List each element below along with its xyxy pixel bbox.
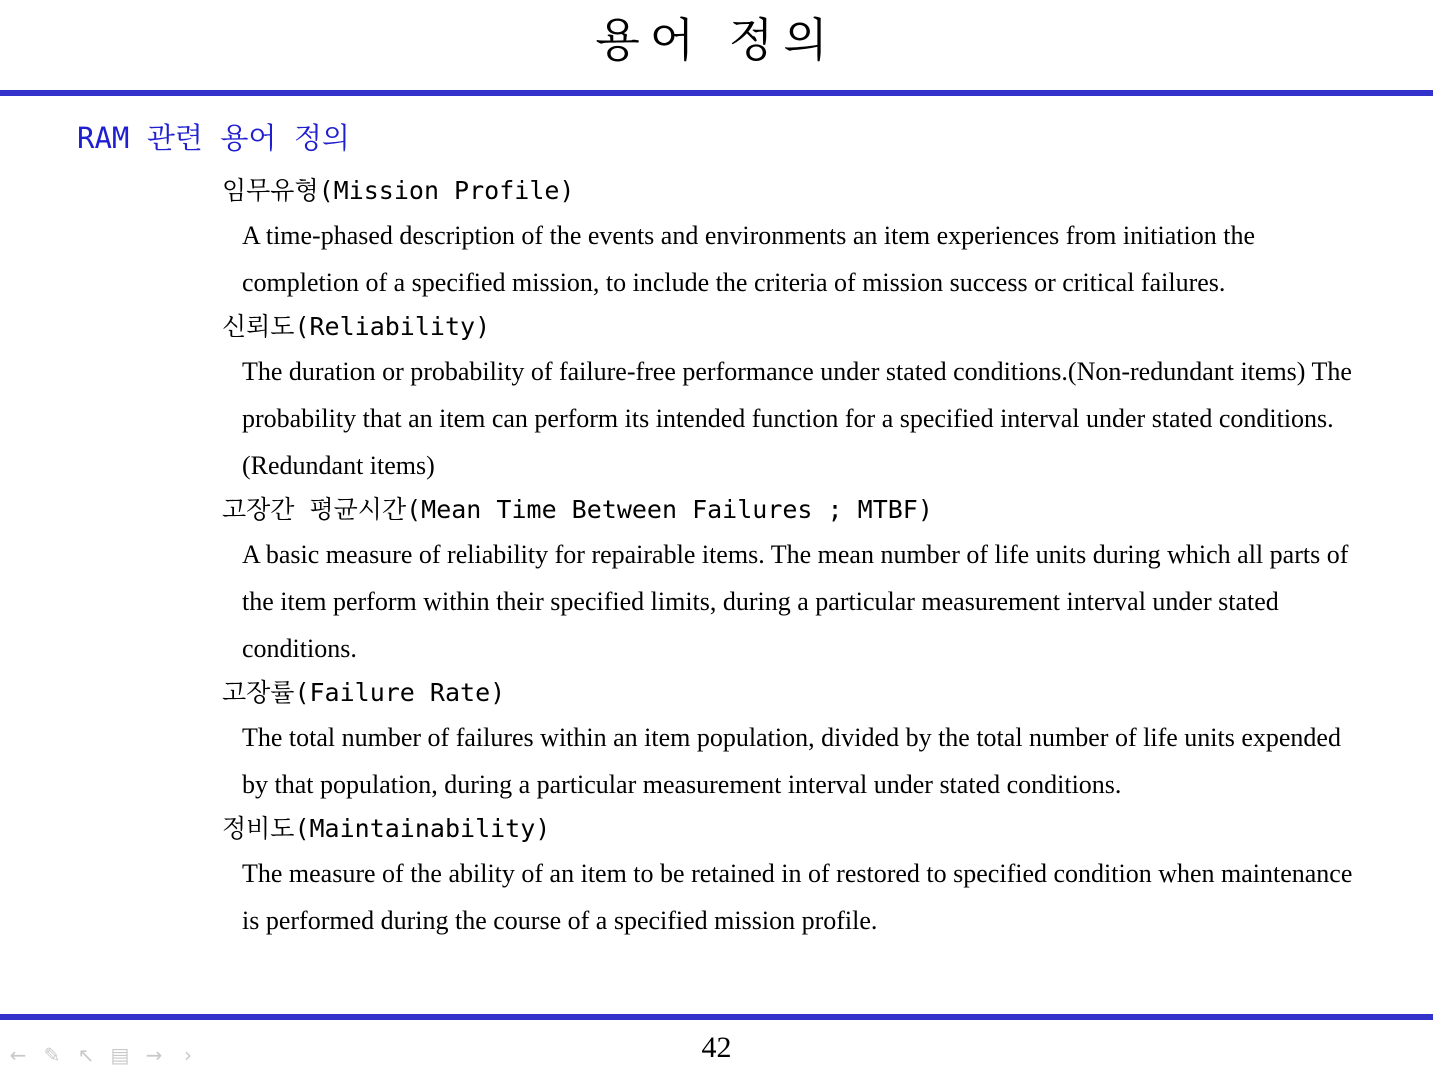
page-number: 42: [701, 1031, 732, 1064]
top-divider: [0, 90, 1433, 96]
term-definition-mission-profile: A time-phased description of the events and environments an item experiences from initiation the completion of a specified mission, to include the criteria of mission success or critical failures.: [242, 221, 1255, 297]
term-heading-mission-profile: 임무유형(Mission Profile): [222, 176, 575, 205]
term-definition-reliability: The duration or probability of failure-free performance under stated conditions.(Non-redundant items) The probability that an item can perform its intended function for a specified interval under stated conditions. (Redundant items): [242, 357, 1352, 480]
back-arrow-icon[interactable]: ←: [9, 1043, 27, 1067]
slide-title: 용어 정의: [595, 13, 838, 67]
next-chevron-icon[interactable]: ›: [184, 1043, 192, 1067]
menu-icon[interactable]: ▤: [110, 1043, 130, 1067]
term-definition-maintainability: The measure of the ability of an item to be retained in of restored to specified condition when maintenance is performed during the course of a specified mission profile.: [242, 859, 1353, 935]
term-heading-maintainability: 정비도(Maintainability): [222, 814, 551, 843]
pen-icon[interactable]: ✎: [43, 1043, 61, 1067]
terms-list: [222, 170, 1402, 944]
forward-arrow-icon[interactable]: →: [145, 1043, 163, 1067]
slide-navigation: [6, 1043, 200, 1067]
pointer-icon[interactable]: ↖: [77, 1043, 95, 1067]
term-heading-mtbf: 고장간 평균시간(Mean Time Between Failures ; MTBF): [222, 495, 933, 524]
term-definition-failure-rate: The total number of failures within an item population, divided by the total number of life units expended by that population, during a particular measurement interval under stated conditions.: [242, 723, 1341, 799]
term-heading-reliability: 신뢰도(Reliability): [222, 312, 491, 341]
bottom-divider: [0, 1014, 1433, 1020]
section-heading: RAM 관련 용어 정의: [77, 121, 350, 155]
term-heading-failure-rate: 고장률(Failure Rate): [222, 678, 506, 707]
term-definition-mtbf: A basic measure of reliability for repairable items. The mean number of life units during which all parts of the item perform within their specified limits, during a particular measurement interval under stated conditions.: [242, 540, 1349, 663]
